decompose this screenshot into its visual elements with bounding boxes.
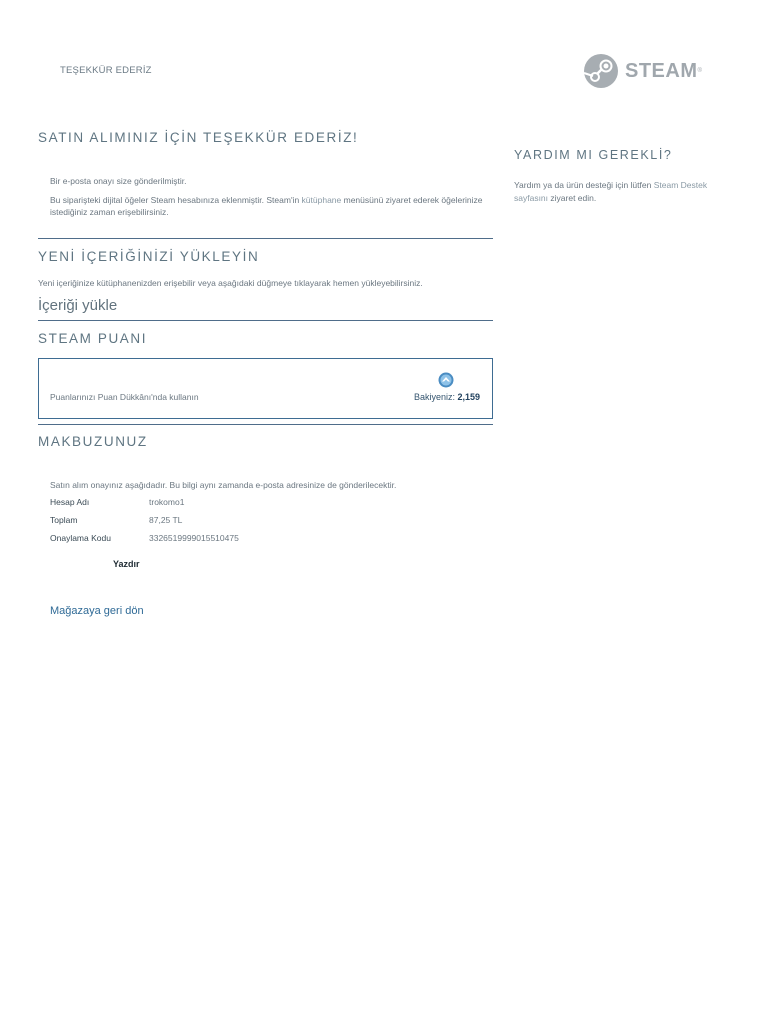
- items-added-text-a: Bu siparişteki dijital öğeler Steam hesabınıza eklenmiştir. Steam'in: [50, 195, 302, 205]
- receipt-row-account: [50, 497, 184, 507]
- receipt-value: 3326519999015510475: [149, 533, 239, 543]
- help-title: YARDIM MI GEREKLİ?: [514, 148, 673, 162]
- steam-support-link[interactable]: Steam Destek sayfasını: [514, 180, 708, 203]
- receipt-value: 87,25 TL: [149, 515, 183, 525]
- registered-mark: ®: [697, 68, 702, 74]
- balance-value: 2,159: [457, 392, 480, 402]
- points-shop-text[interactable]: Puanlarınızı Puan Dükkânı'nda kullanın: [50, 392, 199, 402]
- receipt-key: Hesap Adı: [50, 497, 90, 507]
- divider: [38, 320, 493, 321]
- steam-points-icon: [438, 372, 454, 388]
- items-added-text: [50, 194, 490, 218]
- balance-label: Bakiyeniz:: [413, 392, 458, 402]
- receipt-description: Satın alım onayınız aşağıdadır. Bu bilgi aynı zamanda e-posta adresinize de gönderilecektir.: [50, 480, 397, 490]
- receipt-key: Toplam: [50, 515, 78, 525]
- points-title: STEAM PUANI: [38, 331, 148, 346]
- divider: [38, 238, 493, 239]
- back-to-store-link[interactable]: Mağazaya geri dön: [50, 605, 144, 617]
- receipt-value: trokomo1: [149, 497, 185, 507]
- receipt-key: Onaylama Kodu: [50, 533, 111, 543]
- install-content-button[interactable]: İçeriği yükle: [38, 297, 118, 314]
- items-added-text-b: menüsünü ziyaret ederek öğelerinize istediğiniz zaman erişebilirsiniz.: [50, 195, 483, 217]
- thanks-title: SATIN ALIMINIZ İÇİN TEŞEKKÜR EDERİZ!: [38, 130, 359, 145]
- help-text-a: Yardım ya da ürün desteği için lütfen: [514, 180, 654, 190]
- install-description: Yeni içeriğinize kütüphanenizden erişebilir veya aşağıdaki düğmeye tıklayarak hemen yükleyebilirsiniz.: [38, 278, 423, 288]
- library-link[interactable]: kütüphane: [301, 195, 342, 205]
- print-button[interactable]: Yazdır: [113, 559, 140, 569]
- points-balance: [414, 392, 480, 402]
- receipt-row-total: [50, 515, 182, 525]
- points-box: [38, 358, 493, 419]
- breadcrumb: TEŞEKKÜR EDERİZ: [60, 65, 152, 76]
- divider: [38, 424, 493, 425]
- install-title: YENİ İÇERİĞİNİZİ YÜKLEYİN: [38, 249, 260, 264]
- help-text: [514, 179, 714, 205]
- steam-logo-icon: [583, 53, 619, 89]
- receipt-title: MAKBUZUNUZ: [38, 434, 148, 449]
- email-confirmation-text: Bir e-posta onayı size gönderilmiştir.: [50, 176, 187, 186]
- help-text-b: ziyaret edin.: [548, 193, 597, 203]
- steam-logo[interactable]: [583, 51, 719, 91]
- logo-text: STEAM: [625, 59, 698, 82]
- receipt-row-confirmation-code: [50, 533, 239, 543]
